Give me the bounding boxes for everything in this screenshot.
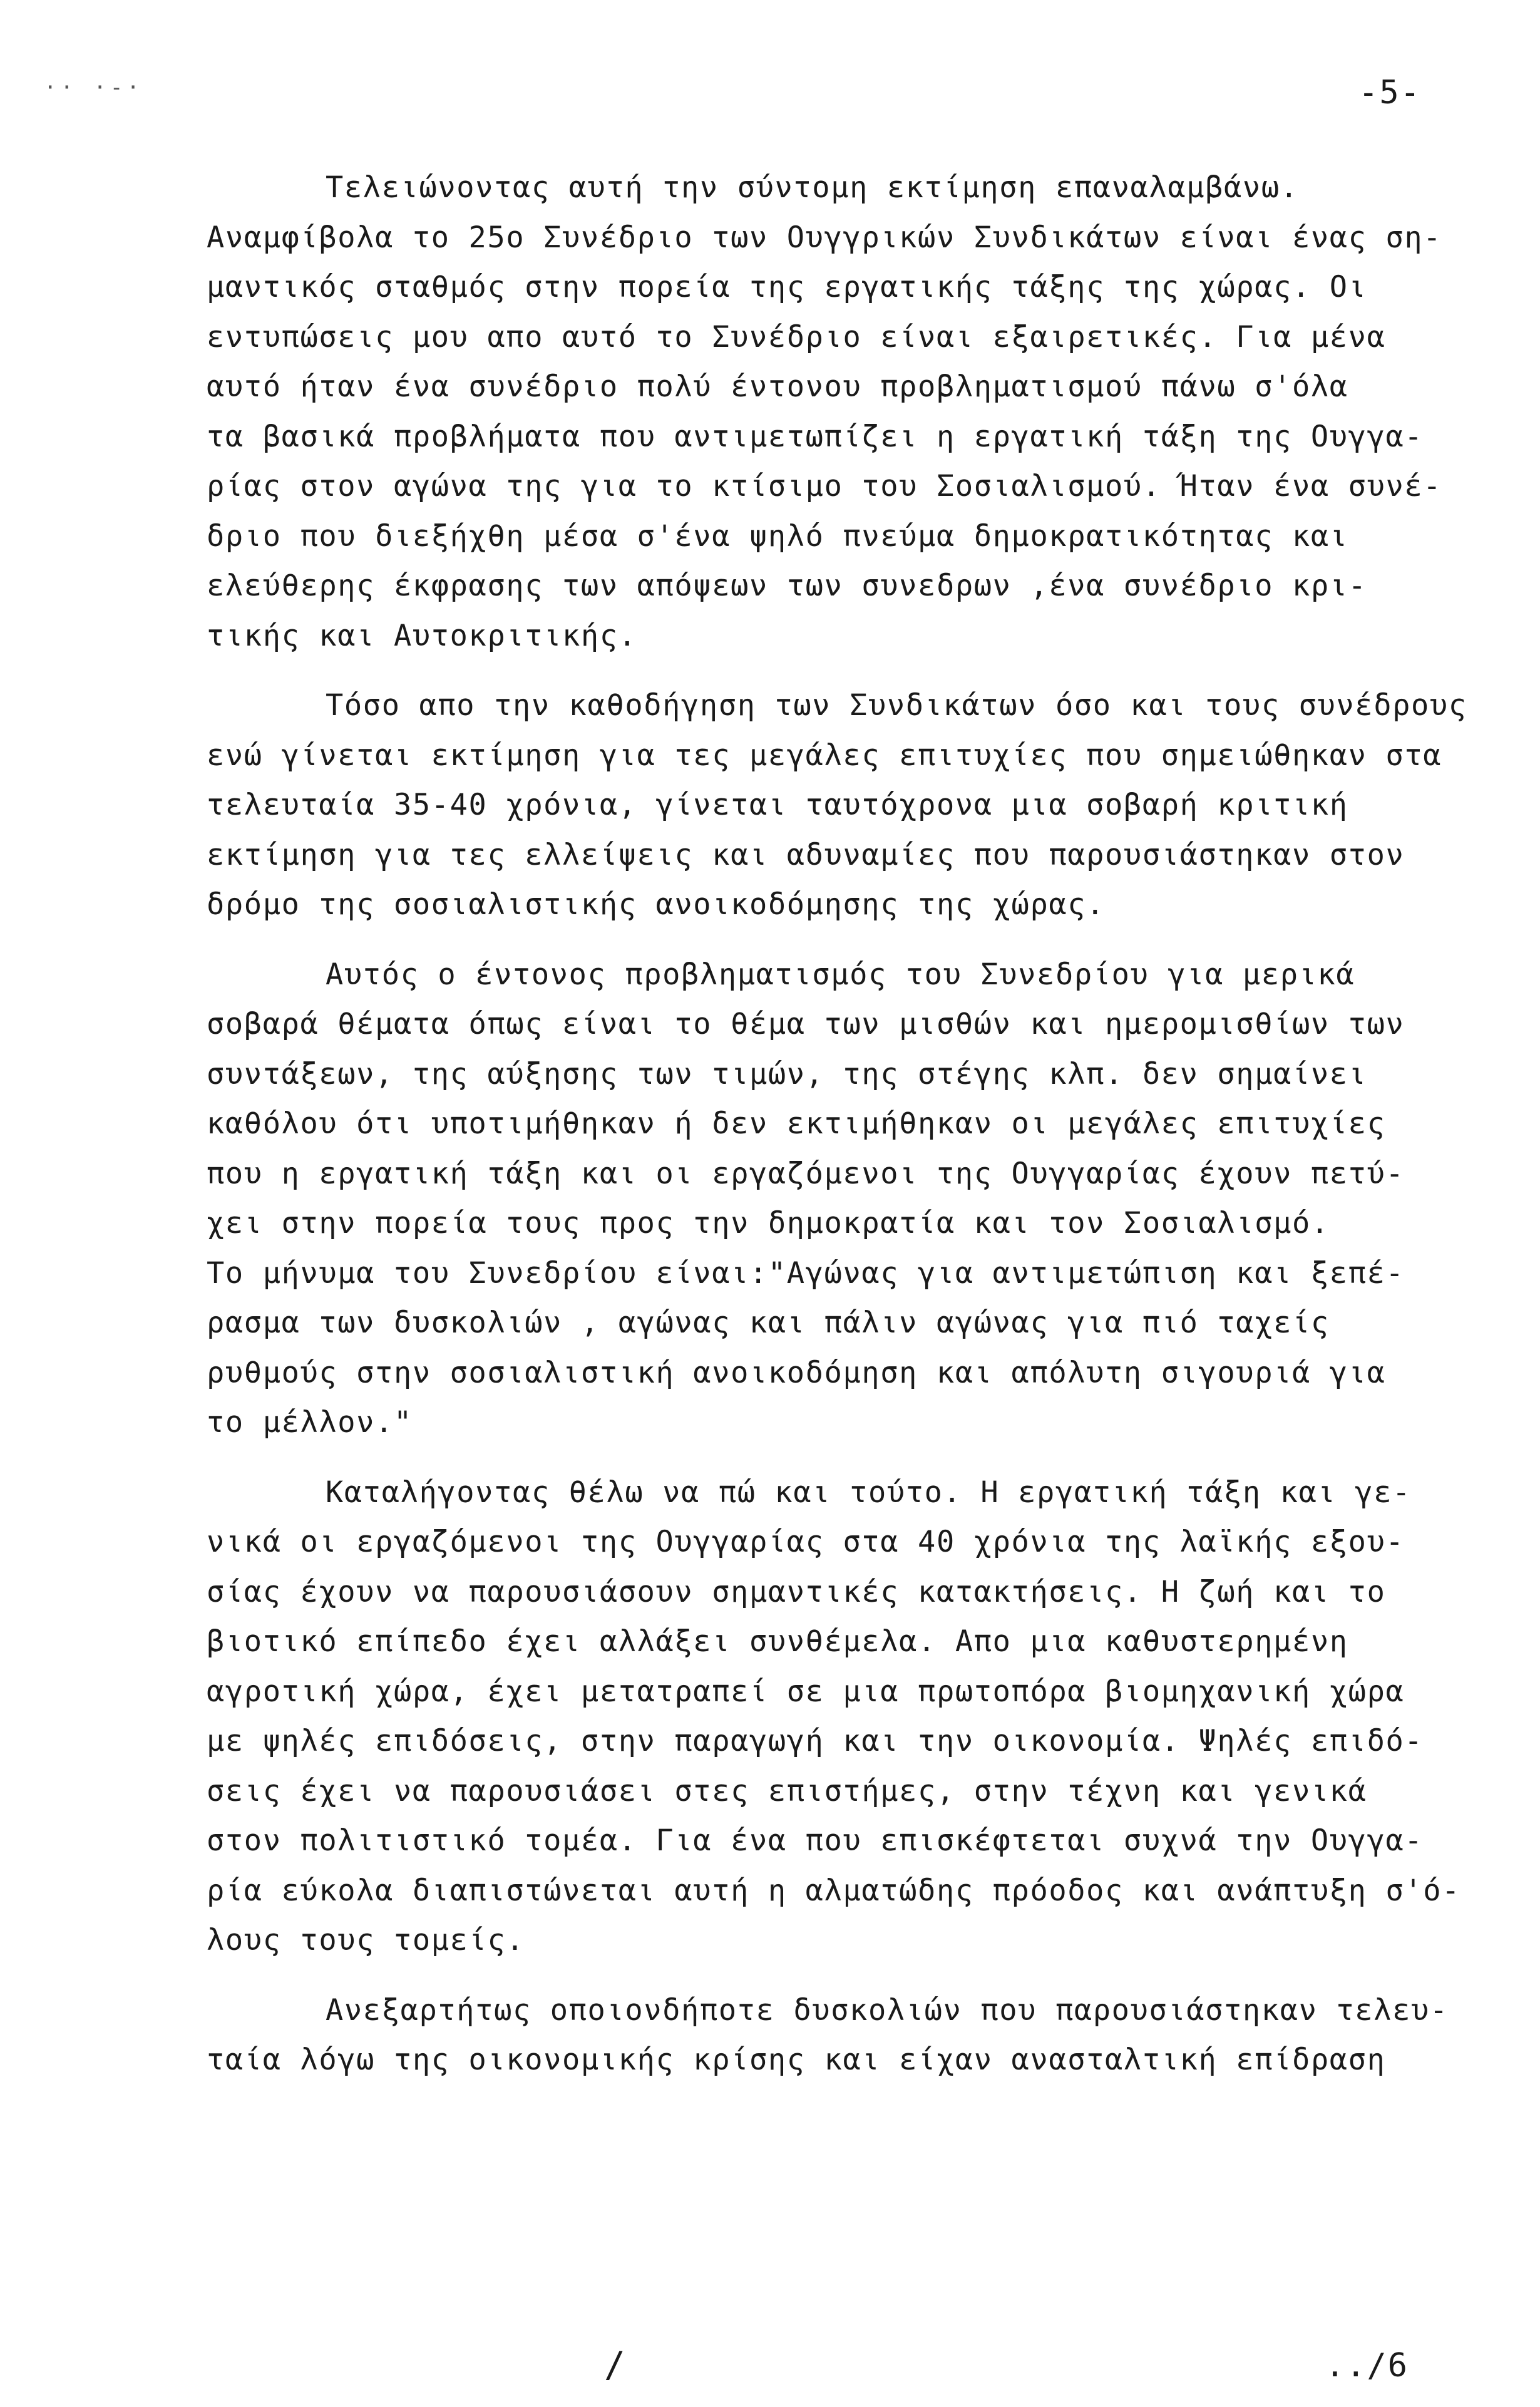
text-line: νικά οι εργαζόμενοι της Ουγγαρίας στα 40 χρόνια της λαϊκής εξου- [207,1525,1405,1559]
text-line: το μέλλον." [207,1405,413,1440]
text-line: δριο που διεξήχθη μέσα σ'ένα ψηλό πνεύμα δημοκρατικότητας και [207,518,1348,554]
text-line: αγροτική χώρα, έχει μετατραπεί σε μια πρωτοπόρα βιομηχανική χώρα [207,1674,1405,1709]
text-line: Αναμφίβολα το 25ο Συνέδριο των Ουγγρικών Συνδικάτων είναι ένας ση- [207,220,1442,255]
text-line: καθόλου ότι υποτιμήθηκαν ή δεν εκτιμήθηκαν οι μεγάλες επιτυχίες [207,1106,1386,1141]
paragraph [207,163,1484,661]
paragraph [207,950,1484,1448]
text-line: δρόμο της σοσιαλιστικής ανοικοδόμησης της χώρας. [207,887,1106,922]
text-line: σοβαρά θέματα όπως είναι το θέμα των μισθών και ημερομισθίων των [207,1007,1405,1041]
text-line: μαντικός σταθμός στην πορεία της εργατικής τάξης της χώρας. Οι [207,270,1367,304]
text-line: χει στην πορεία τους προς την δημοκρατία και τον Σοσιαλισμό. [207,1206,1330,1240]
text-line: ρίας στον αγώνα της για το κτίσιμο του Σοσιαλισμού. Ήταν ένα συνέ- [207,469,1442,503]
text-line: Τόσο απο την καθοδήγηση των Συνδικάτων όσο και τους συνέδρους [326,688,1467,723]
text-line: τικής και Αυτοκριτικής. [207,618,637,653]
text-line: ρυθμούς στην σοσιαλιστική ανοικοδόμηση και απόλυτη σιγουριά για [207,1355,1386,1390]
text-line: Καταλήγοντας θέλω να πώ και τούτο. Η εργατική τάξη και γε- [326,1475,1411,1510]
next-page-marker: ../6 [1325,2347,1409,2384]
text-line: συντάξεων, της αύξησης των τιμών, της στέγης κλπ. δεν σημαίνει [207,1056,1367,1091]
text-line: ενώ γίνεται εκτίμηση για τες μεγάλες επιτυχίες που σημειώθηκαν στα [207,738,1442,773]
text-line: με ψηλές επιδόσεις, στην παραγωγή και την οικονομία. Ψηλές επιδό- [207,1724,1424,1758]
text-line: Αυτός ο έντονος προβληματισμός του Συνεδρίου για μερικά [326,957,1355,992]
text-line: αυτό ήταν ένα συνέδριο πολύ έντονου προβληματισμού πάνω σ'όλα [207,369,1348,404]
text-line: ρία εύκολα διαπιστώνεται αυτή η αλματώδης πρόοδος και ανάπτυξη σ'ό- [207,1873,1461,1908]
text-line: ρασμα των δυσκολιών , αγώνας και πάλιν αγώνας για πιό ταχείς [207,1306,1330,1340]
text-line: Τελειώνοντας αυτή την σύντομη εκτίμηση επαναλαμβάνω. [326,170,1299,205]
text-line: Ανεξαρτήτως οποιονδήποτε δυσκολιών που παρουσιάστηκαν τελευ- [326,1992,1449,2028]
text-line: τα βασικά προβλήματα που αντιμετωπίζει η εργατική τάξη της Ουγγα- [207,419,1424,454]
footer-slash-mark: / [604,2345,625,2386]
text-line: στον πολιτιστικό τομέα. Για ένα που επισκέφτεται συχνά την Ουγγα- [207,1823,1424,1858]
paragraph [207,1986,1484,2085]
text-line: εκτίμηση για τες ελλείψεις και αδυναμίες που παρουσιάστηκαν στον [207,837,1405,872]
text-line: Το μήνυμα του Συνεδρίου είναι:"Αγώνας για αντιμετώπιση και ξεπέ- [207,1255,1405,1291]
text-line: τελευταία 35-40 χρόνια, γίνεται ταυτόχρονα μια σοβαρή κριτική [207,788,1348,822]
text-line: λους τους τομείς. [207,1923,525,1957]
paragraph [207,681,1484,930]
text-line: εντυπώσεις μου απο αυτό το Συνέδριο είναι εξαιρετικές. Για μένα [207,319,1386,354]
text-line: βιοτικό επίπεδο έχει αλλάξει συνθέμελα. Απο μια καθυστερημένη [207,1624,1348,1659]
text-line: σίας έχουν να παρουσιάσουν σημαντικές κατακτήσεις. Η ζωή και το [207,1574,1386,1609]
text-line: ταία λόγω της οικονομικής κρίσης και είχαν ανασταλτική επίδραση [207,2043,1386,2077]
text-line: που η εργατική τάξη και οι εργαζόμενοι της Ουγγαρίας έχουν πετύ- [207,1156,1405,1191]
corner-marks: ·· ·-· [44,75,143,100]
paragraph [207,1468,1484,1966]
text-line: ελεύθερης έκφρασης των απόψεων των συνεδρων ,ένα συνέδριο κρι- [207,569,1367,603]
text-line: σεις έχει να παρουσιάσει στες επιστήμες, στην τέχνη και γενικά [207,1773,1367,1808]
body-text [207,163,1484,2085]
page-number: -5- [1358,74,1421,111]
